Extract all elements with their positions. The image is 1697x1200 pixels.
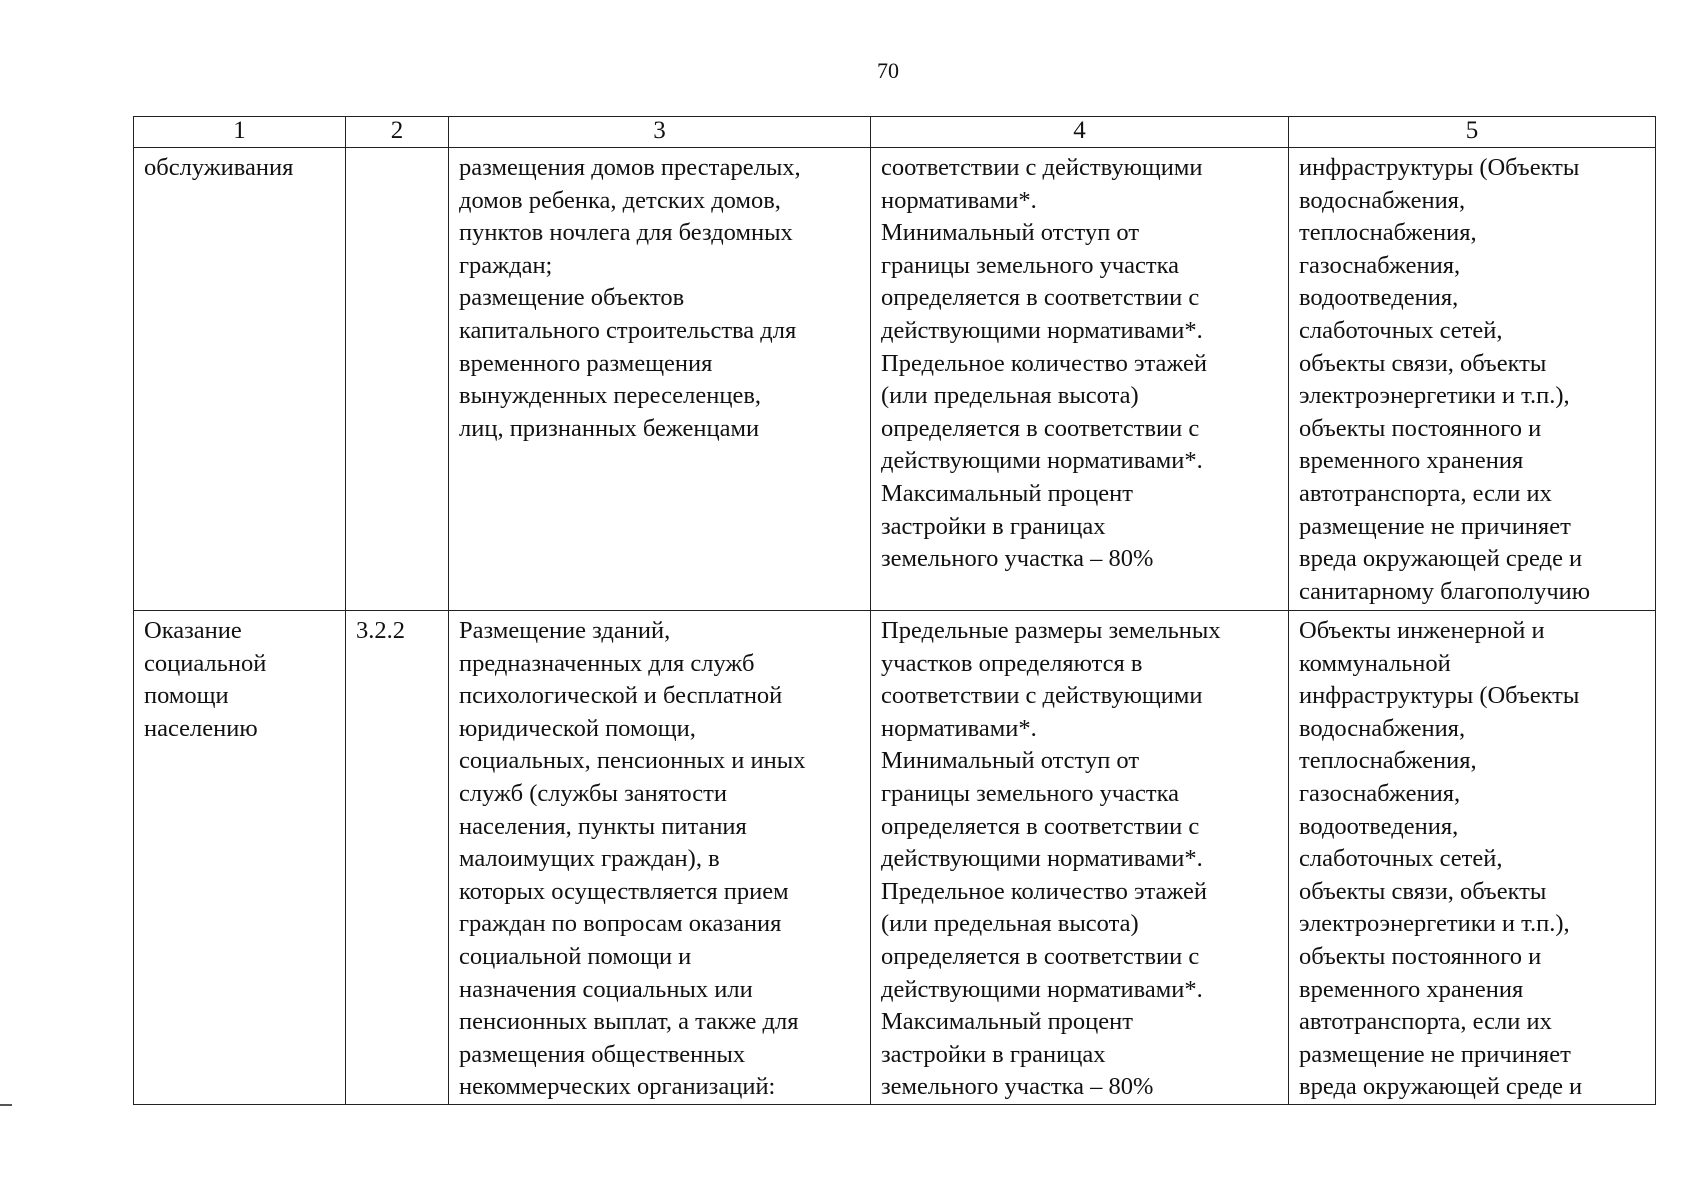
- table-cell-col1: [134, 611, 346, 1105]
- cell-text-line: теплоснабжения,: [1299, 219, 1477, 247]
- zoning-table: [133, 116, 1656, 1105]
- cell-text-line: застройки в границах: [881, 512, 1106, 540]
- cell-text-line: вреда окружающей среде и: [1299, 1073, 1583, 1101]
- cell-text-line: газоснабжения,: [1299, 779, 1461, 807]
- cell-text-line: Максимальный процент: [881, 479, 1133, 507]
- cell-text-line: граждан;: [459, 251, 553, 279]
- cell-text-line: социальной: [144, 649, 267, 677]
- table-cell-col1: [134, 148, 346, 611]
- table-row: [134, 611, 1656, 1105]
- page-number: 70: [877, 58, 899, 83]
- cell-text-line: слаботочных сетей,: [1299, 316, 1503, 344]
- cell-text-line: размещения домов престарелых,: [459, 154, 801, 181]
- cell-text-line: назначения социальных или: [459, 975, 753, 1003]
- cell-text-line: объекты постоянного и: [1299, 414, 1542, 442]
- table-cell-col4: [871, 148, 1289, 611]
- table-cell-col5: [1289, 611, 1656, 1105]
- cell-text-line: земельного участка – 80%: [881, 545, 1154, 573]
- cell-text-line: инфраструктуры (Объекты: [1299, 682, 1580, 710]
- cell-text-line: водоснабжения,: [1299, 186, 1466, 214]
- cell-text-line: определяется в соответствии с: [881, 812, 1200, 840]
- column-header-1: 1: [134, 117, 346, 148]
- column-header-2: 2: [346, 117, 449, 148]
- cell-text-line: объекты связи, объекты: [1299, 349, 1547, 377]
- cell-text-line: населения, пункты питания: [459, 812, 747, 840]
- cell-text-line: земельного участка – 80%: [881, 1073, 1154, 1101]
- cell-text-line: помощи: [144, 682, 229, 710]
- cell-text-line: автотранспорта, если их: [1299, 1008, 1552, 1036]
- cell-text-line: пенсионных выплат, а также для: [459, 1008, 799, 1036]
- cell-text-line: Минимальный отступ от: [881, 747, 1140, 775]
- cell-text-line: соответствии с действующими: [881, 154, 1203, 181]
- cell-text-line: определяется в соответствии с: [881, 284, 1200, 312]
- table-cell-col3: [449, 611, 871, 1105]
- cell-text-line: которых осуществляется прием: [459, 877, 789, 905]
- cell-text-line: автотранспорта, если их: [1299, 479, 1552, 507]
- cell-text-line: определяется в соответствии с: [881, 942, 1200, 970]
- cell-text-line: граждан по вопросам оказания: [459, 910, 782, 938]
- cell-text-line: служб (службы занятости: [459, 779, 727, 807]
- cell-text-line: границы земельного участка: [881, 779, 1180, 807]
- cell-text-line: действующими нормативами*.: [881, 845, 1203, 873]
- table-cell-col4: [871, 611, 1289, 1105]
- cell-text-line: Размещение зданий,: [459, 617, 671, 644]
- cell-text-line: Объекты инженерной и: [1299, 617, 1545, 644]
- cell-text-line: Минимальный отступ от: [881, 219, 1140, 247]
- cell-text-line: электроэнергетики и т.п.),: [1299, 382, 1570, 410]
- cell-text-line: некоммерческих организаций:: [459, 1073, 776, 1101]
- cell-text-line: Предельное количество этажей: [881, 349, 1207, 377]
- cell-text-line: Предельное количество этажей: [881, 877, 1207, 905]
- cell-text-line: вынужденных переселенцев,: [459, 382, 762, 410]
- cell-text-line: временного хранения: [1299, 447, 1524, 475]
- cell-text-line: водоснабжения,: [1299, 714, 1466, 742]
- cell-text-line: юридической помощи,: [459, 714, 696, 742]
- cell-text-line: коммунальной: [1299, 649, 1451, 677]
- cell-text-line: малоимущих граждан), в: [459, 845, 720, 873]
- cell-text-line: размещения общественных: [459, 1040, 746, 1068]
- cell-text-line: вреда окружающей среде и: [1299, 545, 1583, 573]
- cell-text-line: соответствии с действующими: [881, 682, 1203, 710]
- cell-text-line: Максимальный процент: [881, 1008, 1133, 1036]
- cell-text-line: застройки в границах: [881, 1040, 1106, 1068]
- cell-text-line: газоснабжения,: [1299, 251, 1461, 279]
- cell-text-line: обслуживания: [144, 154, 294, 181]
- cell-text-line: пунктов ночлега для бездомных: [459, 219, 793, 247]
- column-header-5: 5: [1289, 117, 1656, 148]
- table-cell-col2: [346, 148, 449, 611]
- cell-text-line: действующими нормативами*.: [881, 447, 1203, 475]
- cell-text-line: населению: [144, 714, 258, 742]
- cell-text-line: участков определяются в: [881, 649, 1143, 677]
- cell-text-line: размещение объектов: [459, 284, 685, 312]
- cell-text-line: размещение не причиняет: [1299, 512, 1571, 540]
- table-body: [134, 148, 1656, 1105]
- cell-text-line: водоотведения,: [1299, 812, 1459, 840]
- cell-text-line: предназначенных для служб: [459, 649, 755, 677]
- cell-text-line: временного хранения: [1299, 975, 1524, 1003]
- cell-text-line: инфраструктуры (Объекты: [1299, 154, 1580, 181]
- cell-text-line: лиц, признанных беженцами: [459, 414, 760, 442]
- cell-text-line: водоотведения,: [1299, 284, 1459, 312]
- table-cell-col3: [449, 148, 871, 611]
- cell-text-line: теплоснабжения,: [1299, 747, 1477, 775]
- cell-text-line: определяется в соответствии с: [881, 414, 1200, 442]
- cell-text-line: размещение не причиняет: [1299, 1040, 1571, 1068]
- cell-text-line: нормативами*.: [881, 186, 1037, 214]
- table-cell-col5: [1289, 148, 1656, 611]
- cell-text-line: 3.2.2: [356, 617, 405, 644]
- table-cell-col2: [346, 611, 449, 1105]
- column-header-3: 3: [449, 117, 871, 148]
- cell-text-line: временного размещения: [459, 349, 713, 377]
- cell-text-line: объекты связи, объекты: [1299, 877, 1547, 905]
- table-row: [134, 148, 1656, 611]
- cell-text-line: Оказание: [144, 617, 242, 644]
- cell-text-line: социальных, пенсионных и иных: [459, 747, 806, 775]
- cell-text-line: психологической и бесплатной: [459, 682, 783, 710]
- cell-text-line: действующими нормативами*.: [881, 316, 1203, 344]
- margin-mark: [0, 1104, 12, 1106]
- cell-text-line: нормативами*.: [881, 714, 1037, 742]
- cell-text-line: действующими нормативами*.: [881, 975, 1203, 1003]
- cell-text-line: (или предельная высота): [881, 910, 1139, 938]
- cell-text-line: Предельные размеры земельных: [881, 617, 1221, 644]
- cell-text-line: электроэнергетики и т.п.),: [1299, 910, 1570, 938]
- header-row: [134, 117, 1656, 148]
- column-header-4: 4: [871, 117, 1289, 148]
- cell-text-line: социальной помощи и: [459, 942, 692, 970]
- cell-text-line: домов ребенка, детских домов,: [459, 186, 781, 214]
- cell-text-line: границы земельного участка: [881, 251, 1180, 279]
- cell-text-line: объекты постоянного и: [1299, 942, 1542, 970]
- cell-text-line: (или предельная высота): [881, 382, 1139, 410]
- cell-text-line: капитального строительства для: [459, 316, 797, 344]
- cell-text-line: слаботочных сетей,: [1299, 845, 1503, 873]
- cell-text-line: санитарному благополучию: [1299, 577, 1591, 605]
